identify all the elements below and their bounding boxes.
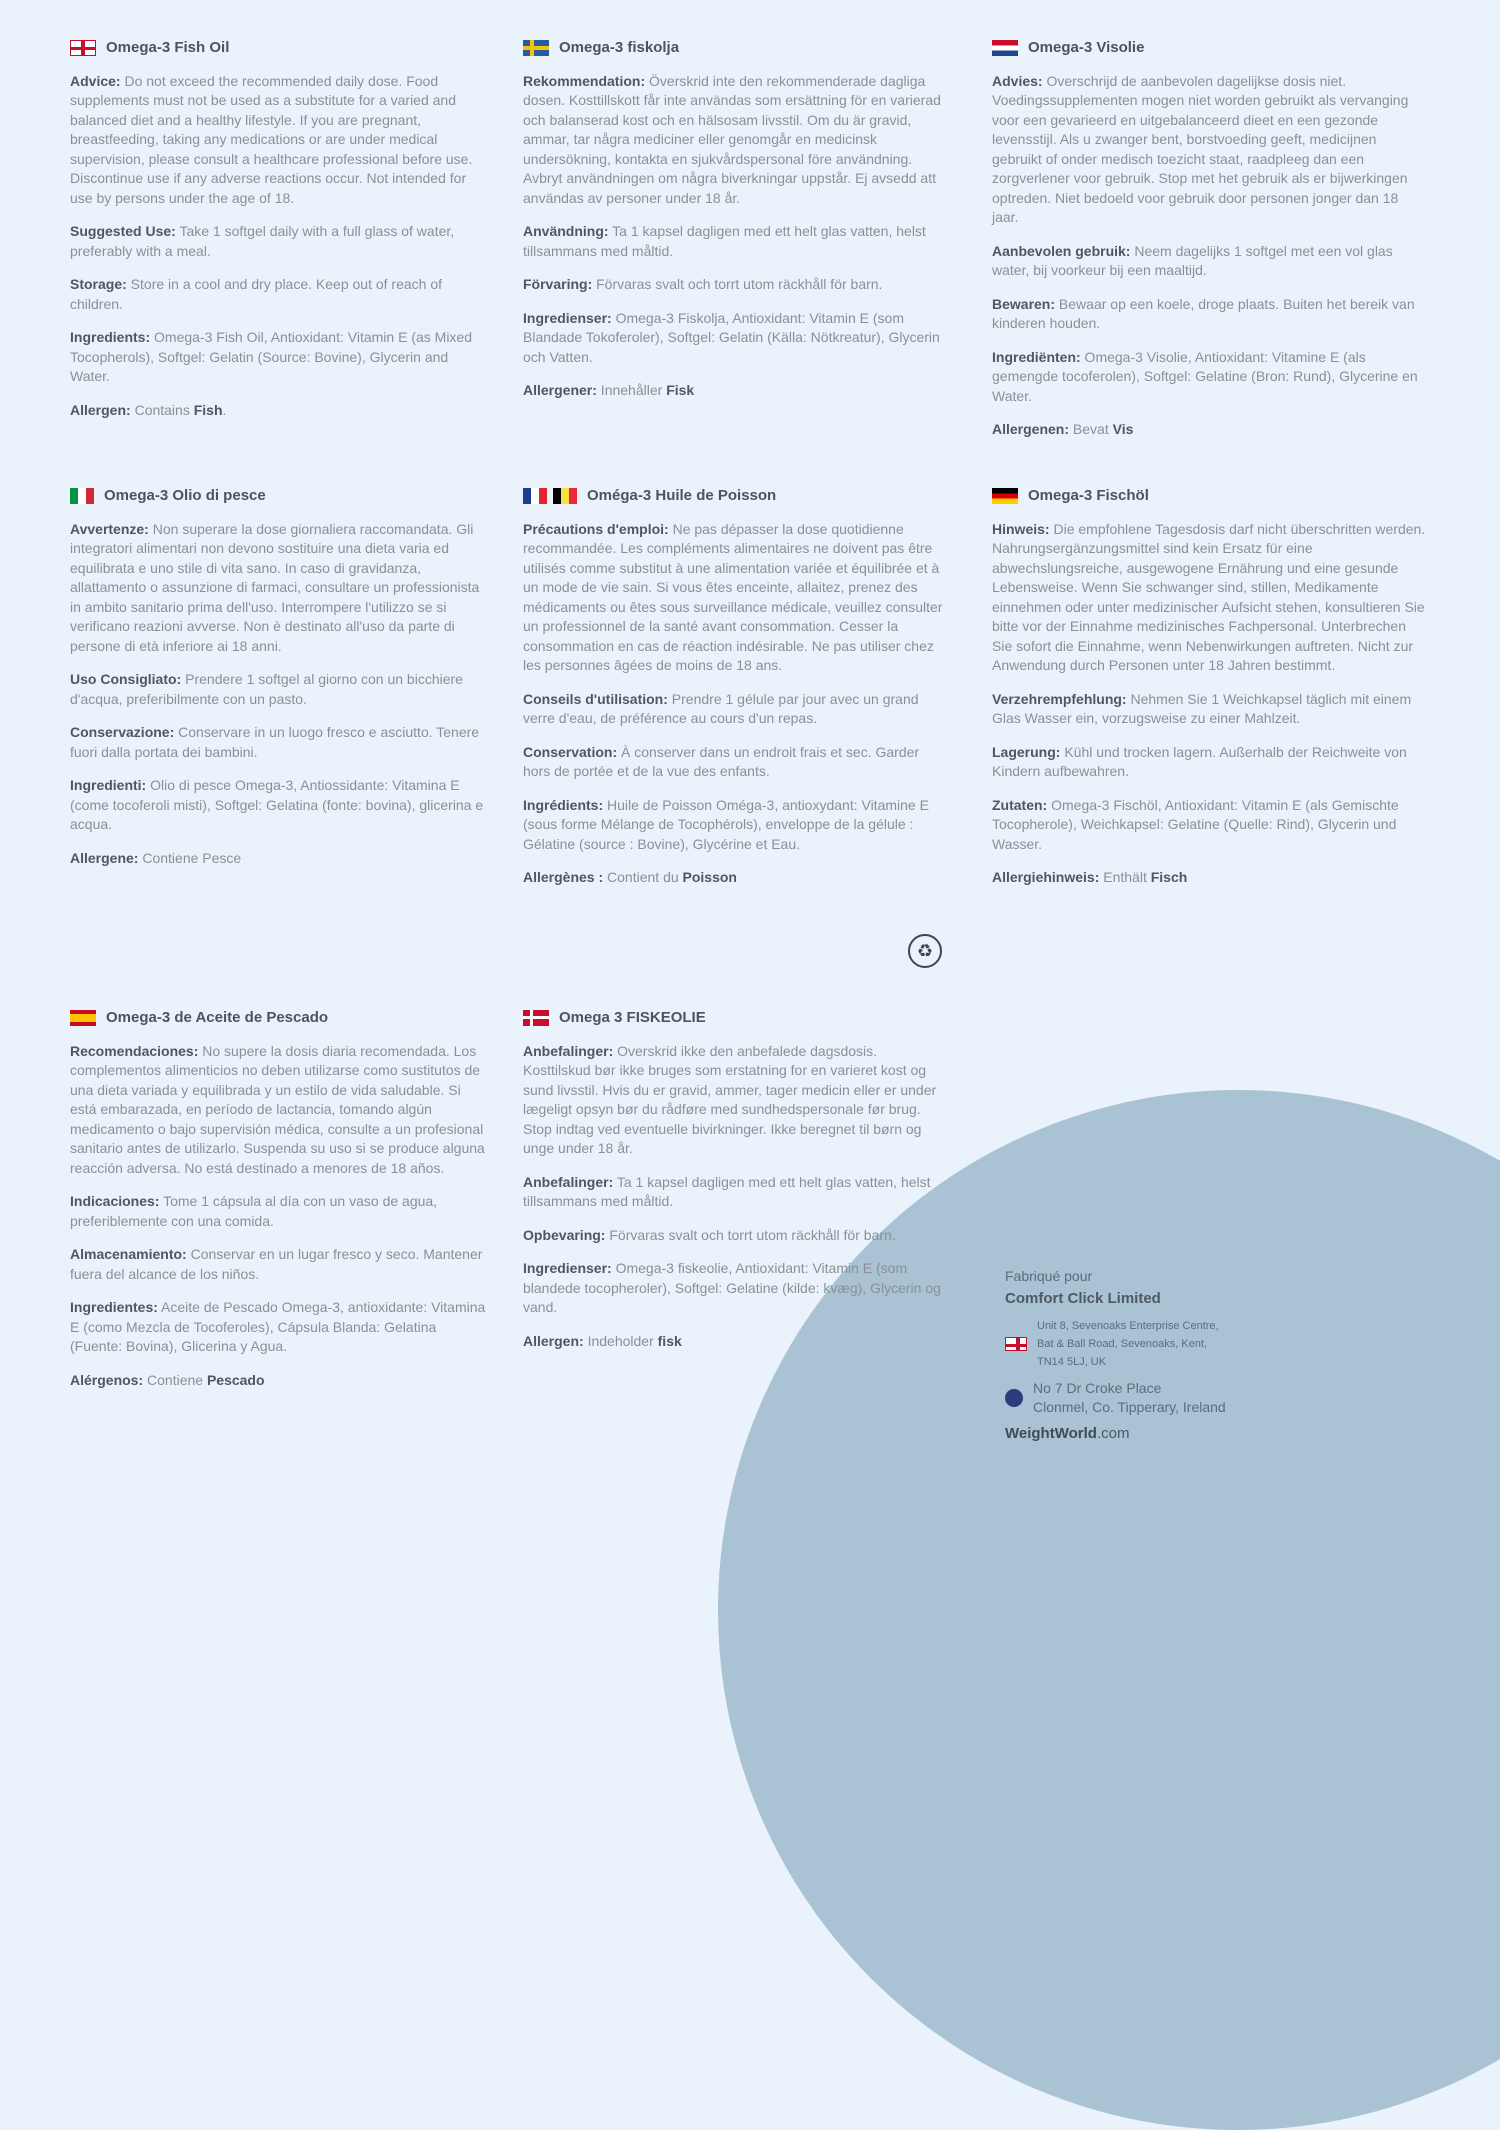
paragraph-label: Förvaring: <box>523 276 593 292</box>
paragraph-text: Omega-3 Fischöl, Antioxidant: Vitamin E (als Gemischte Tocopherole), Weichkapsel: Gelatine (Quelle: Rind), Glycerin und Wasser. <box>992 796 1399 852</box>
address-line: TN14 5LJ, UK <box>1037 1356 1107 1368</box>
allergen-name: Poisson <box>682 869 737 885</box>
section-heading <box>523 38 943 58</box>
paragraph-label: Advies: <box>992 72 1043 89</box>
paragraph-label: Conseils d'utilisation: <box>523 690 668 707</box>
paragraph-text: Omega-3 Visolie, Antioxidant: Vitamine E (als gemengde tocoferolen), Softgel: Gelatine (Bron: Rund), Glycerine en Water. <box>992 348 1418 404</box>
paragraph-label: Allergen: <box>523 1332 584 1349</box>
paragraph-label: Allergiehinweis: <box>992 869 1100 885</box>
recycle-icon: ♻ <box>908 934 942 968</box>
info-paragraph <box>992 690 1427 729</box>
info-paragraph <box>523 1173 943 1212</box>
info-paragraph <box>523 309 943 368</box>
section-heading <box>70 1008 490 1028</box>
section-italian <box>70 486 490 882</box>
paragraph-label: Alérgenos: <box>70 1371 144 1388</box>
paragraph-label: Recomendaciones: <box>70 1042 199 1059</box>
allergen-name: Vis <box>1112 421 1134 437</box>
info-paragraph <box>992 520 1427 676</box>
info-paragraph <box>70 723 490 762</box>
allergen-name: Pescado <box>206 1371 265 1388</box>
info-paragraph <box>523 381 943 401</box>
paragraph-text: Overschrijd de aanbevolen dagelijkse dosis niet. Voedingssupplementen mogen niet worden gebruikt als vervanging voor een gevarieerd en uitgebalanceerd dieet en een gezonde levensstijl. Als u zwanger bent, borstvoeding geeft, medicijnen gebruikt of onder medisch toezicht staat, raadpleeg dan een zorgverlener voor gebruik. Stop met het gebruik als er bijwerkingen optreden. Niet bedoeld voor gebruik door personen jonger dan 18 jaar. <box>992 72 1409 225</box>
allergen-name: fisk <box>657 1332 682 1349</box>
info-paragraph <box>992 420 1427 440</box>
section-heading <box>992 486 1427 506</box>
info-paragraph <box>992 242 1427 281</box>
section-german <box>992 486 1427 902</box>
paragraph-tail: . <box>222 401 227 418</box>
paragraph-text: Förvaras svalt och torrt utom räckhåll för barn. <box>605 1226 896 1243</box>
info-paragraph <box>70 328 490 387</box>
paragraph-label: Aanbevolen gebruik: <box>992 242 1131 259</box>
paragraph-label: Almacenamiento: <box>70 1246 187 1262</box>
paragraph-label: Advice: <box>70 72 121 89</box>
paragraph-text: Bevat <box>1069 421 1113 437</box>
address-line: No 7 Dr Croke Place <box>1033 1380 1162 1396</box>
paragraph-label: Avvertenze: <box>70 520 149 537</box>
section-title: Oméga-3 Huile de Poisson <box>587 487 777 504</box>
paragraph-label: Bewaren: <box>992 295 1056 312</box>
section-title: Omega-3 Fischöl <box>1028 487 1149 504</box>
section-title: Omega-3 fiskolja <box>559 39 680 56</box>
paragraph-label: Verzehrempfehlung: <box>992 690 1127 707</box>
eu-flag-icon <box>1005 1389 1023 1407</box>
info-paragraph <box>523 520 943 676</box>
website-link[interactable] <box>1005 1425 1295 1442</box>
paragraph-label: Ingredienser: <box>523 1260 612 1276</box>
section-heading <box>70 486 490 506</box>
paragraph-label: Conservazione: <box>70 724 175 740</box>
paragraph-text: Neem dagelijks 1 softgel met een vol glas water, bij voorkeur bij een maaltijd. <box>992 242 1393 278</box>
netherlands-flag-icon <box>992 40 1018 56</box>
section-title: Omega 3 FISKEOLIE <box>559 1009 706 1026</box>
company-name: Comfort Click Limited <box>1005 1290 1161 1307</box>
info-paragraph <box>70 1245 490 1284</box>
paragraph-text: Överskrid inte den rekommenderade dagliga dosen. Kosttillskott får inte användas som ersättning för en varierad och balanserad kost och en hälsosam livsstil. Om du är gravid, ammar, tar några mediciner eller genomgår en medicinsk undersökning, kontakta en sjukvårdspersonal före användning. Avbryt användningen om några biverkningar uppstår. Ej avsedd att användas av personer under 18 år. <box>523 72 941 206</box>
paragraph-text: Omega-3 fiskeolie, Antioxidant: Vitamin E (som blandede tocopheroler), Softgel: Gelatine (kilde: kvæg), Glycerin og vand. <box>523 1260 941 1315</box>
paragraph-text: Tome 1 cápsula al día con un vaso de agua, preferiblemente con una comida. <box>70 1193 438 1229</box>
section-heading <box>992 38 1427 58</box>
sweden-flag-icon <box>523 40 549 56</box>
paragraph-label: Ingredients: <box>70 329 151 345</box>
info-paragraph <box>70 222 490 261</box>
spain-flag-icon <box>70 1010 96 1026</box>
paragraph-text: Overskrid ikke den anbefalede dagsdosis. Kosttilskud bør ikke bruges som erstatning for en varieret kost og sund livsstil. Hvis du er gravid, ammer, tager medicin eller er under lægeligt opsyn bør du rådføre med sundhedspersonale før brug. Stop indtag ved eventuelle bivirkninger. Ikke beregnet til børn og unge under 18 år. <box>523 1042 937 1156</box>
paragraph-label: Ingredienser: <box>523 309 612 326</box>
paragraph-text: Enthält <box>1099 869 1151 885</box>
address-line: Clonmel, Co. Tipperary, Ireland <box>1033 1399 1226 1415</box>
uk-flag-icon <box>1005 1337 1027 1351</box>
paragraph-label: Allergènes : <box>523 869 604 885</box>
paragraph-text: Store in a cool and dry place. Keep out of reach of children. <box>70 276 442 312</box>
paragraph-text: Contains <box>130 401 194 418</box>
section-danish <box>523 1008 943 1365</box>
paragraph-text: Huile de Poisson Oméga-3, antioxydant: Vitamine E (sous forme Mélange de Tocophérols), enveloppe de la gélule : Gélatine (source : Bovine), Glycérine et Eau. <box>523 796 929 852</box>
paragraph-label: Zutaten: <box>992 796 1048 813</box>
paragraph-label: Rekommendation: <box>523 72 646 89</box>
section-title: Omega-3 Fish Oil <box>106 39 230 56</box>
paragraph-text: Förvaras svalt och torrt utom räckhåll för barn. <box>592 276 883 292</box>
info-paragraph <box>523 1042 943 1159</box>
section-title: Omega-3 Olio di pesce <box>104 487 266 504</box>
paragraph-text: Kühl und trocken lagern. Außerhalb der Reichweite von Kindern aufbewahren. <box>992 743 1407 779</box>
section-spanish <box>70 1008 490 1404</box>
paragraph-text: Omega-3 Fish Oil, Antioxidant: Vitamin E (as Mixed Tocopherols), Softgel: Gelatin (Source: Bovine), Glycerin and Water. <box>70 329 472 384</box>
paragraph-text: Do not exceed the recommended daily dose. Food supplements must not be used as a substitute for a varied and balanced diet and a healthy lifestyle. If you are pregnant, breastfeeding, taking any medications or are under medical supervision, please consult a healthcare professional before use. Discontinue use if any adverse reactions occur. Not intended for use by persons under the age of 18. <box>70 72 473 206</box>
paragraph-label: Uso Consigliato: <box>70 671 182 687</box>
section-heading <box>523 486 943 506</box>
france-flag-icon <box>523 488 547 504</box>
paragraph-label: Ingrédients: <box>523 796 604 813</box>
uk-flag-icon <box>70 40 96 56</box>
info-paragraph <box>992 295 1427 334</box>
italy-flag-icon <box>70 488 94 504</box>
paragraph-text: Ne pas dépasser la dose quotidienne recommandée. Les compléments alimentaires ne doivent pas être utilisés comme substitut à une alimentation variée et équilibrée et à un mode de vie sain. Si vous êtes enceinte, allaitez, prenez des médicaments ou êtes sous surveillance médicale, veuillez consulter un professionnel de la santé avant consommation. Cesser la consommation en cas de réaction indésirable. Ne pas utiliser chez les personnes âgées de moins de 18 ans. <box>523 520 943 673</box>
section-dutch <box>992 38 1427 454</box>
germany-flag-icon <box>992 488 1018 504</box>
paragraph-text: Die empfohlene Tagesdosis darf nicht überschritten werden. Nahrungsergänzungsmittel sind kein Ersatz für eine abwechslungsreiche, ausgewogene Ernährung und eine gesunde Lebensweise. Wenn Sie schwanger sind, stillen, Medikamente einnehmen oder unter medizinischer Aufsicht stehen, konsultieren Sie bitte vor der Einnahme medizinisches Fachpersonal. Unterbrechen Sie sofort die Einnahme, wenn Nebenwirkungen auftreten. Nicht zur Anwendung durch Personen unter 18 Jahren bestimmt. <box>992 520 1426 673</box>
paragraph-label: Lagerung: <box>992 743 1061 760</box>
info-paragraph <box>70 401 490 421</box>
section-english <box>70 38 490 434</box>
info-paragraph <box>523 1226 943 1246</box>
paragraph-label: Allergene: <box>70 849 139 866</box>
paragraph-text: Prendere 1 softgel al giorno con un bicchiere d'acqua, preferibilmente con un pasto. <box>70 671 463 707</box>
info-paragraph <box>70 1371 490 1391</box>
website-tld: .com <box>1096 1425 1130 1442</box>
paragraph-text: Innehåller <box>596 382 667 398</box>
paragraph-label: Conservation: <box>523 743 618 760</box>
section-title: Omega-3 Visolie <box>1028 39 1145 56</box>
allergen-name: Fisk <box>666 382 695 398</box>
paragraph-text: Prendre 1 gélule par jour avec un grand verre d'eau, de préférence au cours d'un repas. <box>523 690 919 726</box>
info-paragraph <box>992 348 1427 407</box>
website-brand: WeightWorld <box>1005 1425 1097 1442</box>
paragraph-label: Storage: <box>70 276 127 292</box>
ie-address <box>1005 1379 1295 1417</box>
info-paragraph <box>523 743 943 782</box>
paragraph-text: Conservar en un lugar fresco y seco. Mantener fuera del alcance de los niños. <box>70 1246 483 1282</box>
info-paragraph <box>523 1332 943 1352</box>
info-paragraph <box>70 1298 490 1357</box>
paragraph-text: À conserver dans un endroit frais et sec. Garder hors de portée et de la vue des enfants. <box>523 743 920 779</box>
paragraph-text: Ta 1 kapsel dagligen med ett helt glas vatten, helst tillsammans med måltid. <box>523 1173 931 1209</box>
section-french <box>523 486 943 902</box>
info-paragraph <box>523 275 943 295</box>
paragraph-label: Précautions d'emploi: <box>523 520 669 537</box>
paragraph-label: Ingredientes: <box>70 1299 158 1315</box>
info-paragraph <box>70 520 490 657</box>
info-paragraph <box>523 690 943 729</box>
paragraph-text: Omega-3 Fiskolja, Antioxidant: Vitamin E (som Blandade Tokoferoler), Softgel: Gelatin (Källa: Nötkreatur), Glycerin och Vatten. <box>523 309 940 365</box>
paragraph-text: Olio di pesce Omega-3, Antiossidante: Vitamina E (come tocoferoli misti), Softgel: Gelatina (fonte: bovina), glicerina e acqua. <box>70 777 484 832</box>
paragraph-text: Contiene <box>143 1371 207 1388</box>
section-swedish <box>523 38 943 415</box>
paragraph-label: Allergen: <box>70 401 131 418</box>
paragraph-label: Opbevaring: <box>523 1226 606 1243</box>
made-for-label: Fabriqué pour <box>1005 1268 1093 1284</box>
paragraph-text: Non superare la dose giornaliera raccomandata. Gli integratori alimentari non devono sostituire una dieta varia ed equilibrata e uno stile di vita sano. In caso di gravidanza, allattamento o assunzione di farmaci, consultare un professionista in ambito sanitario prima dell'uso. Interrompere l'utilizzo se si verificano reazioni avverse. Non è destinato all'uso da parte di persone di età inferiore ai 18 anni. <box>70 520 480 654</box>
info-paragraph <box>70 1192 490 1231</box>
section-title: Omega-3 de Aceite de Pescado <box>106 1009 329 1026</box>
info-paragraph <box>70 72 490 209</box>
info-paragraph <box>523 1259 943 1318</box>
address-line: Bat & Ball Road, Sevenoaks, Kent, <box>1037 1338 1207 1350</box>
paragraph-label: Ingredienti: <box>70 777 147 793</box>
paragraph-label: Allergenen: <box>992 421 1070 437</box>
info-paragraph <box>70 275 490 314</box>
section-heading <box>523 1008 943 1028</box>
manufacturer-info <box>1005 1268 1295 1442</box>
paragraph-text: Aceite de Pescado Omega-3, antioxidante: Vitamina E (como Mezcla de Tocoferoles), Cápsula Blanda: Gelatina (Fuente: Bovina), Glicerina y Agua. <box>70 1299 486 1354</box>
info-paragraph <box>992 743 1427 782</box>
paragraph-text: Ta 1 kapsel dagligen med ett helt glas vatten, helst tillsammans med måltid. <box>523 223 926 259</box>
info-paragraph <box>992 796 1427 855</box>
paragraph-text: Take 1 softgel daily with a full glass of water, preferably with a meal. <box>70 223 455 259</box>
paragraph-label: Användning: <box>523 223 609 239</box>
paragraph-text: No supere la dosis diaria recomendada. Los complementos alimenticios no deben utilizarse como sustitutos de una dieta variada y equilibrada y un estilo de vida saludable. Si está embarazada, en período de lactancia, tomando algún medicamento o bajo supervisión médica, consulte a un profesional sanitario antes de utilizarlo. Suspenda su uso si se produce alguna reacción adversa. No está destinado a menores de 18 años. <box>70 1042 485 1176</box>
info-paragraph <box>523 796 943 855</box>
info-paragraph <box>523 222 943 261</box>
uk-address <box>1005 1317 1295 1371</box>
paragraph-text: Conservare in un luogo fresco e asciutto. Tenere fuori dalla portata dei bambini. <box>70 724 480 760</box>
paragraph-text: Bewaar op een koele, droge plaats. Buiten het bereik van kinderen houden. <box>992 295 1415 331</box>
paragraph-label: Anbefalinger: <box>523 1173 614 1190</box>
paragraph-label: Allergener: <box>523 382 597 398</box>
paragraph-label: Ingrediënten: <box>992 348 1081 365</box>
paragraph-label: Indicaciones: <box>70 1193 160 1209</box>
allergen-name: Fish <box>193 401 223 418</box>
info-paragraph <box>70 670 490 709</box>
info-paragraph <box>523 72 943 209</box>
info-paragraph <box>523 868 943 888</box>
info-paragraph <box>992 868 1427 888</box>
belgium-flag-icon <box>553 488 577 504</box>
info-paragraph <box>70 776 490 835</box>
allergen-name: Fisch <box>1150 869 1188 885</box>
info-paragraph <box>992 72 1427 228</box>
paragraph-text: Contiene Pesce <box>138 849 242 866</box>
paragraph-text: Contient du <box>603 869 683 885</box>
paragraph-label: Anbefalinger: <box>523 1042 614 1059</box>
paragraph-label: Hinweis: <box>992 520 1050 537</box>
paragraph-label: Suggested Use: <box>70 223 176 239</box>
paragraph-text: Indeholder <box>583 1332 658 1349</box>
denmark-flag-icon <box>523 1010 549 1026</box>
paragraph-text: Nehmen Sie 1 Weichkapsel täglich mit einem Glas Wasser ein, vorzugsweise zu einer Mahlzeit. <box>992 690 1412 726</box>
info-paragraph <box>70 1042 490 1179</box>
address-line: Unit 8, Sevenoaks Enterprise Centre, <box>1037 1320 1219 1332</box>
section-heading <box>70 38 490 58</box>
info-paragraph <box>70 849 490 869</box>
